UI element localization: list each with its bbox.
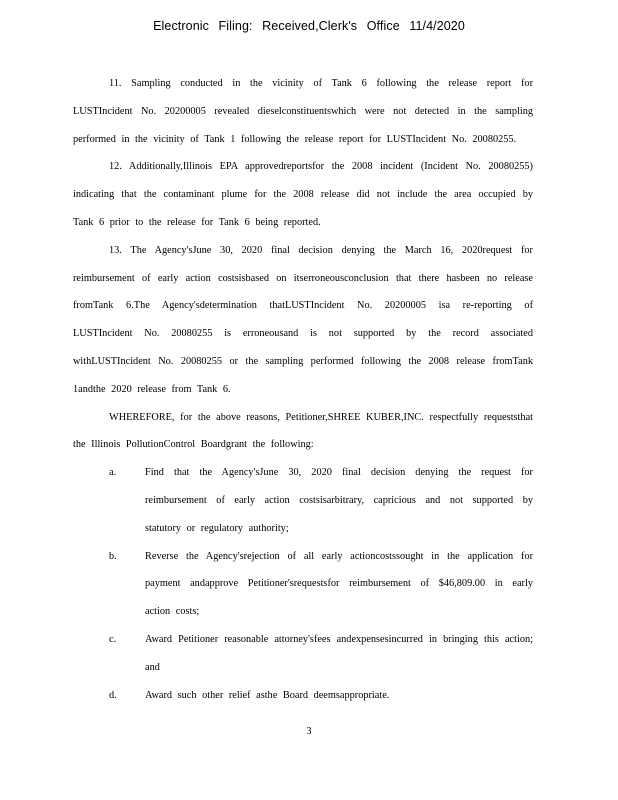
paragraph-13: 13. The Agency'sJune 30, 2020 final decision denying the March 16, 2020request for reimbursement of early action costsisbased on itserroneousconclusion that there hasbeen no release fromTank 6.The Agency'sdetermination thatLUSTIncident No. 20200005 isa re-reporting of LUSTIncident No. 20080255 is erroneousand is not supported by the record associated withLUSTIncident No. 20080255 or the sampling performed following the 2008 release fromTank 1andthe 2020 release from Tank 6.	[73, 244, 533, 395]
relief-item-b	[73, 543, 533, 626]
document-body	[73, 70, 533, 709]
list-item-text: Reverse the Agency'srejection of all early actioncostssought in the application for payment andapprove Petitioner'srequestsfor reimbursement of $46,809.00 in early action costs;	[145, 550, 533, 618]
page-number: 3	[306, 726, 312, 737]
paragraph-11: 11. Sampling conducted in the vicinity of Tank 6 following the release report for LUSTIncident No. 20200005 revealed dieselconstituentswhich were not detected in the sampling performed in the vicinity of Tank 1 following the release report for LUSTIncident No. 20080255.	[73, 78, 533, 145]
list-item-text: Award such other relief asthe Board deemsappropriate.	[145, 689, 390, 701]
list-marker: a.	[109, 467, 117, 479]
relief-item-d	[73, 682, 533, 710]
list-marker: c.	[109, 633, 117, 645]
list-item-text: Award Petitioner reasonable attorney'sfees andexpensesincurred in bringing this action; and	[145, 633, 533, 673]
filing-header: Electronic Filing: Received,Clerk's Office 11/4/2020	[153, 19, 465, 33]
wherefore-paragraph: WHEREFORE, for the above reasons, Petitioner,SHREE KUBER,INC. respectfully requeststhat the Illinois PollutionControl Boardgrant the following:	[73, 411, 533, 451]
relief-item-c	[73, 626, 533, 682]
paragraph-12: 12. Additionally,Illinois EPA approvedreportsfor the 2008 incident (Incident No. 20080255) indicating that the contaminant plume for the 2008 release did not include the area occupied by Tank 6 prior to the release for Tank 6 being reported.	[73, 161, 533, 228]
list-item-text: Find that the Agency'sJune 30, 2020 final decision denying the request for reimbursement of early action costsisarbitrary, capricious and not supported by statutory or regulatory authority;	[145, 467, 533, 534]
list-marker: b.	[109, 550, 117, 562]
list-marker: d.	[109, 689, 117, 701]
relief-list	[73, 459, 533, 709]
relief-item-a	[73, 459, 533, 542]
